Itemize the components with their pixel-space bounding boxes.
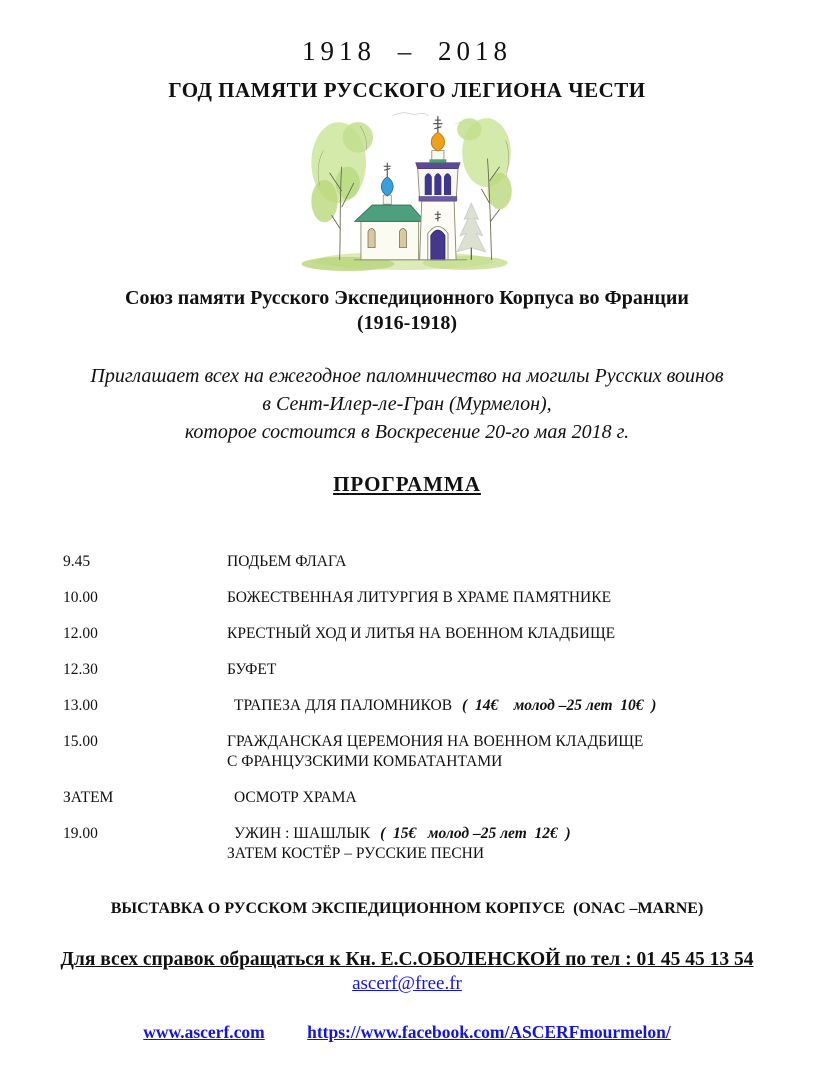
schedule-price-note: ( 14€ молод –25 лет 10€ ) — [462, 697, 657, 714]
invitation-line1: Приглашает всех на ежегодное паломничество на могилы Русских воинов — [90, 365, 724, 387]
union-title-line1: Союз памяти Русского Экспедиционного Корпуса во Франции — [125, 287, 689, 309]
schedule-line — [227, 552, 346, 572]
email-link[interactable]: ascerf@free.fr — [352, 973, 462, 994]
website-link[interactable]: www.ascerf.com — [143, 1022, 265, 1042]
schedule-row — [63, 588, 814, 608]
schedule-row — [63, 624, 814, 644]
schedule-row — [63, 732, 814, 772]
schedule-text: КРЕСТНЫЙ ХОД И ЛИТЬЯ НА ВОЕННОМ КЛАДБИЩЕ — [227, 625, 616, 642]
schedule-line — [227, 732, 643, 752]
church-watercolor-icon — [302, 110, 512, 272]
invitation-text — [0, 362, 814, 446]
memorial-year-title: ГОД ПАМЯТИ РУССКОГО ЛЕГИОНА ЧЕСТИ — [168, 78, 646, 102]
schedule-description — [227, 588, 611, 608]
contact-info — [0, 949, 814, 971]
program-schedule — [63, 552, 814, 864]
facebook-link[interactable]: https://www.facebook.com/ASCERFmourmelon/ — [307, 1022, 671, 1042]
invitation-line3: которое состоится в Воскресение 20-го мая 2018 г. — [184, 421, 630, 443]
bottom-links — [0, 1022, 814, 1043]
schedule-text: БУФЕТ — [227, 661, 277, 678]
years-title: 1918 – 2018 — [302, 36, 512, 66]
union-title — [0, 286, 814, 336]
schedule-time: 9.45 — [63, 553, 91, 570]
schedule-text: ПОДЬЕМ ФЛАГА — [227, 553, 347, 570]
schedule-price-note: ( 15€ молод –25 лет 12€ ) — [380, 825, 571, 842]
schedule-description — [227, 824, 571, 864]
schedule-description — [227, 660, 276, 680]
schedule-row — [63, 552, 814, 572]
schedule-time: 15.00 — [63, 733, 98, 750]
schedule-line — [227, 788, 357, 808]
church-illustration — [302, 110, 512, 272]
schedule-row — [63, 824, 814, 864]
schedule-time: 19.00 — [63, 825, 98, 842]
schedule-line — [227, 844, 571, 864]
schedule-line — [227, 588, 611, 608]
schedule-line — [227, 752, 643, 772]
schedule-line — [227, 696, 656, 716]
exhibition-note: ВЫСТАВКА О РУССКОМ ЭКСПЕДИЦИОННОМ КОРПУСЕ (ONAC –MARNE) — [110, 900, 704, 917]
schedule-text: ГРАЖДАНСКАЯ ЦЕРЕМОНИЯ НА ВОЕННОМ КЛАДБИЩЕ — [227, 733, 644, 750]
schedule-text: ОСМОТР ХРАМА — [234, 789, 357, 806]
schedule-description — [227, 552, 346, 572]
schedule-description — [227, 624, 615, 644]
schedule-description — [227, 732, 643, 772]
schedule-line — [227, 660, 276, 680]
union-title-years: (1916-1918) — [357, 312, 457, 334]
schedule-time: 12.00 — [63, 625, 98, 642]
schedule-text: ТРАПЕЗА ДЛЯ ПАЛОМНИКОВ — [234, 697, 453, 714]
schedule-time: 10.00 — [63, 589, 98, 606]
schedule-row — [63, 660, 814, 680]
program-title: ПРОГРАММА — [333, 472, 481, 496]
schedule-row — [63, 788, 814, 808]
schedule-line — [227, 624, 615, 644]
schedule-description — [227, 696, 656, 716]
invitation-line2: в Сент-Илер-ле-Гран (Мурмелон), — [262, 393, 552, 415]
schedule-time: 13.00 — [63, 697, 98, 714]
schedule-text: ЗАТЕМ КОСТЁР – РУССКИЕ ПЕСНИ — [227, 845, 485, 862]
contact-info-text: Для всех справок обращаться к Кн. Е.С.ОБОЛЕНСКОЙ по тел : 01 45 45 13 54 — [60, 949, 754, 970]
schedule-text: С ФРАНЦУЗСКИМИ КОМБАТАНТАМИ — [227, 753, 503, 770]
schedule-time: ЗАТЕМ — [63, 789, 114, 806]
schedule-text: БОЖЕСТВЕННАЯ ЛИТУРГИЯ В ХРАМЕ ПАМЯТНИКЕ — [227, 589, 612, 606]
schedule-row — [63, 696, 814, 716]
schedule-description — [227, 788, 357, 808]
schedule-line — [227, 824, 571, 844]
schedule-time: 12.30 — [63, 661, 98, 678]
schedule-text: УЖИН : ШАШЛЫК — [234, 825, 371, 842]
